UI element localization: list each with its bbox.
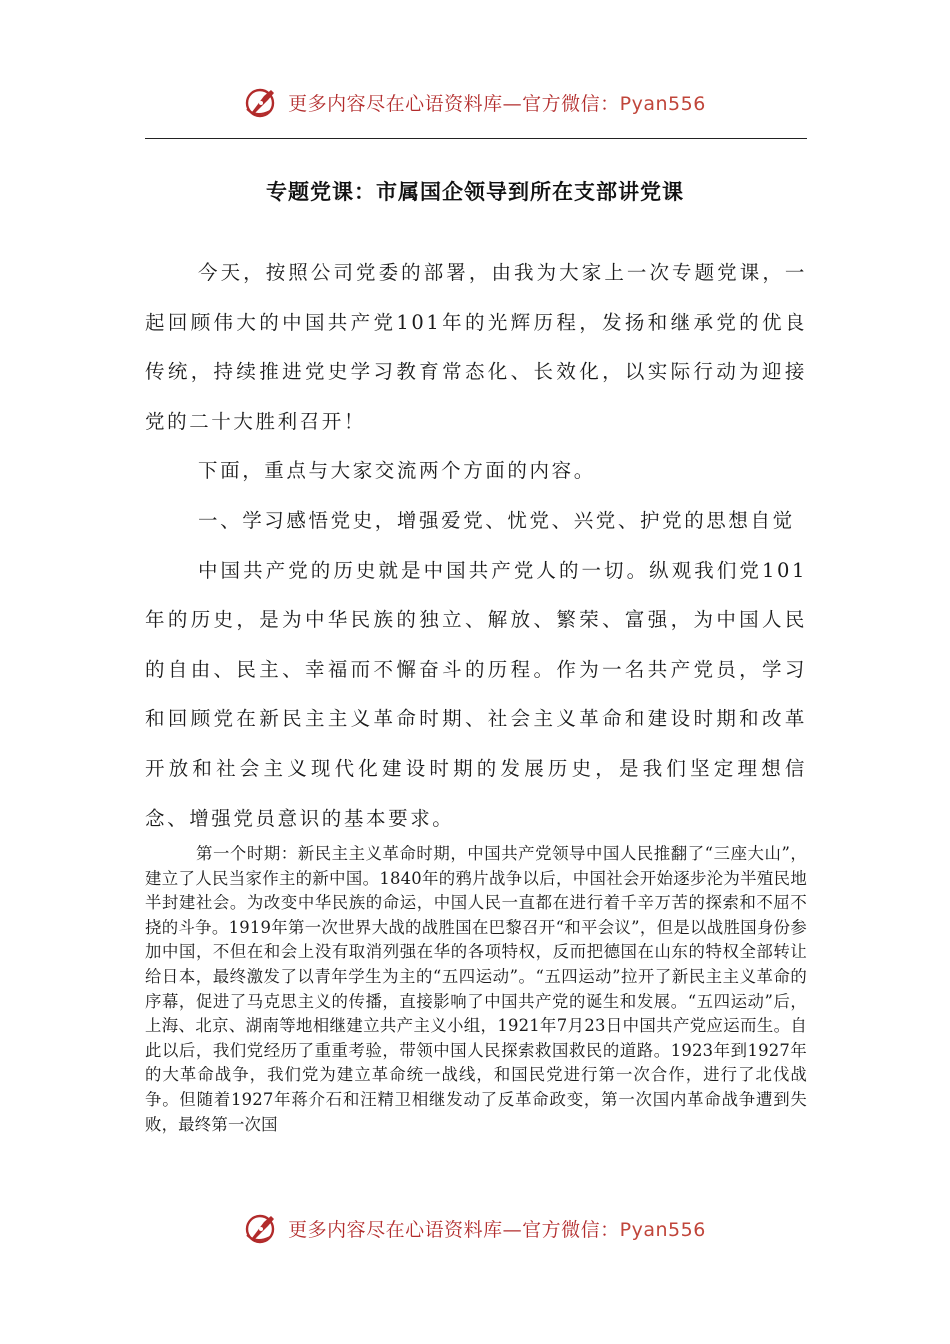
document-body-large [145,248,807,843]
section-heading-1: 一、学习感悟党史，增强爱党、忧党、兴党、护党的思想自觉 [198,508,795,532]
paragraph-history: 中国共产党的历史就是中国共产党人的一切。纵观我们党101年的历史，是为中华民族的独立、解放、繁荣、富强，为中国人民的自由、民主、幸福而不懈奋斗的历程。作为一名共产党员，学习和回顾党在新民主主义革命时期、社会主义革命和建设时期和改革开放和社会主义现代化建设时期的发展历史，是我们坚定理想信念、增强党员意识的基本要求。 [145,558,807,830]
document-body-small [145,842,807,1137]
pen-nib-logo-icon [244,84,280,120]
paragraph-first-period: 第一个时期：新民主主义革命时期，中国共产党领导中国人民推翻了“三座大山”，建立了人民当家作主的新中国。1840年的鸦片战争以后，中国社会开始逐步沦为半殖民地半封建社会。为改变中华民族的命运，中国人民一直都在进行着千辛万苦的探索和不屈不挠的斗争。1919年第一次世界大战的战胜国在巴黎召开“和平会议”，但是以战胜国身份参加中国，不但在和会上没有取消列强在华的各项特权，反而把德国在山东的特权全部转让给日本，最终激发了以青年学生为主的“五四运动”。“五四运动”拉开了新民主主义革命的序幕，促进了马克思主义的传播，直接影响了中国共产党的诞生和发展。“五四运动”后，上海、北京、湖南等地相继建立共产主义小组，1921年7月23日中国共产党应运而生。自此以后，我们党经历了重重考验，带领中国人民探索救国救民的道路。1923年到1927年的大革命战争，我们党为建立革命统一战线，和国民党进行第一次合作，进行了北伐战争。但随着1927年蒋介石和汪精卫相继发动了反革命政变，第一次国内革命战争遭到失败，最终第一次国 [145,844,807,1134]
document-title: 专题党课：市属国企领导到所在支部讲党课 [266,179,684,204]
header-divider [145,138,807,139]
pen-nib-logo-icon [244,1210,280,1246]
header-banner-cn: 更多内容尽在心语资料库—官方微信： [288,92,620,115]
footer-banner-text [288,1215,706,1242]
paragraph-intro: 今天，按照公司党委的部署，由我为大家上一次专题党课，一起回顾伟大的中国共产党101年的光辉历程，发扬和继承党的优良传统，持续推进党史学习教育常态化、长效化，以实际行动为迎接党的二十大胜利召开！ [145,261,807,433]
footer-banner-cn: 更多内容尽在心语资料库—官方微信： [288,1218,620,1241]
header-banner-text [288,89,706,116]
footer-banner [0,1208,950,1248]
header-wechat-id: Pyan556 [619,92,706,115]
footer-wechat-id: Pyan556 [619,1218,706,1241]
paragraph-outline: 下面，重点与大家交流两个方面的内容。 [198,459,596,483]
header-banner [0,82,950,122]
